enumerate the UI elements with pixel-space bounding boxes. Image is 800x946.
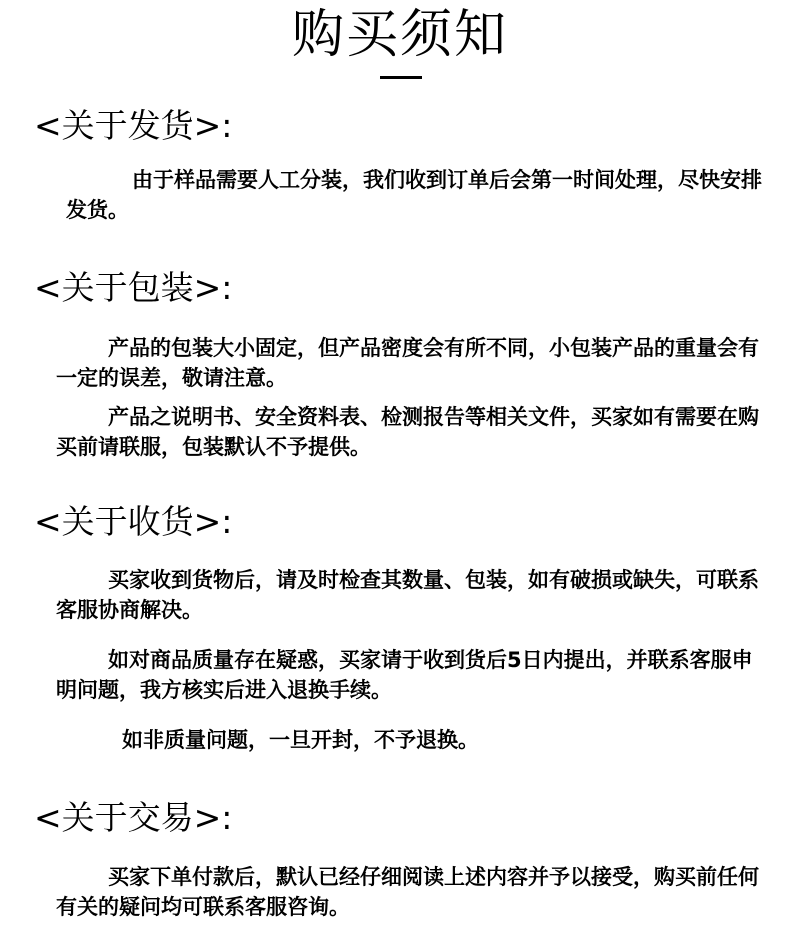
title-underline [380, 76, 422, 79]
page-title: 购买须知 [291, 5, 508, 65]
section-heading-transaction: <关于交易>: [34, 798, 233, 837]
receiving-paragraph-2: 如对商品质量存在疑惑，买家请于收到货后5日内提出，并联系客服申明问题，我方核实后进入退换手续。 [56, 648, 753, 702]
receiving-paragraph-1: 买家收到货物后，请及时检查其数量、包装，如有破损或缺失，可联系客服协商解决。 [56, 568, 759, 622]
packaging-paragraph-1: 产品的包装大小固定，但产品密度会有所不同，小包装产品的重量会有一定的误差，敬请注意。 [56, 336, 759, 390]
section-heading-shipping: <关于发货>: [34, 106, 233, 145]
packaging-paragraph-2: 产品之说明书、安全资料表、检测报告等相关文件，买家如有需要在购买前请联服，包装默认不予提供。 [56, 405, 759, 459]
section-heading-receiving: <关于收货>: [34, 502, 233, 541]
transaction-paragraph-1: 买家下单付款后，默认已经仔细阅读上述内容并予以接受，购买前任何有关的疑问均可联系客服咨询。 [56, 865, 759, 919]
receiving-paragraph-3: 如非质量问题，一旦开封，不予退换。 [122, 728, 479, 752]
section-heading-packaging: <关于包装>: [34, 268, 233, 307]
shipping-paragraph-1: 由于样品需要人工分装，我们收到订单后会第一时间处理，尽快安排发货。 [66, 168, 762, 222]
